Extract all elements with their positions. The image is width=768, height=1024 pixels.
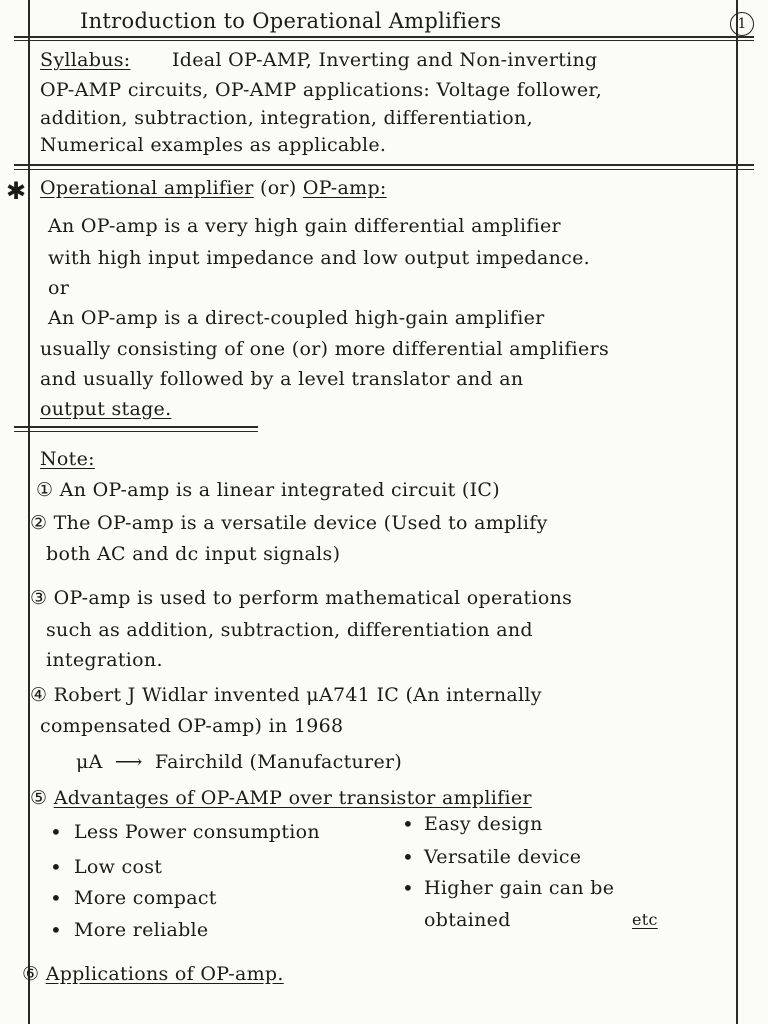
header-divider (14, 36, 754, 38)
syllabus-divider-2 (14, 169, 754, 170)
syllabus-line-2: OP-AMP circuits, OP-AMP applications: Voltage follower, (40, 79, 603, 101)
note-6-num: ⑥ (22, 963, 40, 985)
bullet-icon: • (50, 820, 62, 844)
definition-line-4a: usually consisting of one (40, 338, 286, 360)
arrow-right-icon: ⟶ (115, 751, 143, 773)
definition-or: or (267, 177, 289, 199)
definition-line-2: with high input impedance and low output impedance. (48, 247, 590, 269)
note-6-title: Applications of OP-amp. (45, 963, 284, 985)
note-1: ① An OP-amp is a linear integrated circuit (IC) (36, 479, 500, 501)
definition-line-4: usually consisting of one (or) more differential amplifiers (40, 338, 610, 360)
adv-right-1: Easy design (424, 813, 543, 835)
definition-divider (14, 426, 258, 428)
definition-heading-b: OP-amp: (302, 177, 387, 199)
syllabus-line-4: Numerical examples as applicable. (40, 134, 387, 156)
bullet-icon: • (50, 886, 62, 910)
bullet-icon: • (402, 876, 414, 900)
right-margin-line (736, 0, 738, 1024)
note-3a: ③ OP-amp is used to perform mathematical operations (30, 587, 573, 609)
note-5-title: Advantages of OP-AMP over transistor amplifier (53, 787, 532, 809)
bullet-icon: • (50, 918, 62, 942)
note-4c-right: Fairchild (Manufacturer) (154, 751, 403, 773)
definition-line-6: output stage. (40, 398, 172, 420)
bullet-icon: • (50, 855, 62, 879)
note-6 (22, 962, 284, 986)
adv-right-2: Versatile device (424, 846, 582, 868)
definition-line-3: An OP-amp is a direct-coupled high-gain amplifier (48, 307, 545, 329)
definition-line-5: and usually followed by a level translator and an (40, 368, 524, 390)
star-icon: ✱ (6, 177, 27, 205)
adv-left-3: More compact (74, 887, 217, 909)
page-title: Introduction to Operational Amplifiers (80, 9, 502, 33)
header-divider-2 (14, 40, 754, 41)
note-4c-left: μA (76, 751, 103, 773)
note-2a: ② The OP-amp is a versatile device (Used to amplify (30, 512, 548, 534)
syllabus-line-1: Ideal OP-AMP, Inverting and Non-inverting (172, 49, 598, 71)
note-2b: both AC and dc input signals) (46, 543, 341, 565)
note-4b: compensated OP-amp) in 1968 (40, 715, 344, 737)
note-4a: ④ Robert J Widlar invented μA741 IC (An internally (30, 684, 542, 706)
note-5 (30, 786, 532, 810)
definition-heading: Operational amplifier (or) OP-amp: (40, 177, 387, 199)
page-number: 1 (730, 12, 754, 36)
note-3b: such as addition, subtraction, differentiation and (46, 619, 533, 641)
note-4c (76, 750, 402, 774)
bullet-icon: • (402, 845, 414, 869)
bullet-icon: • (402, 812, 414, 836)
definition-line-4b: more differential amplifiers (334, 338, 610, 360)
syllabus-label: Syllabus: (40, 49, 131, 71)
adv-right-3: Higher gain can be (424, 877, 615, 899)
definition-divider-2 (14, 431, 258, 432)
definition-heading-a: Operational amplifier (40, 177, 254, 199)
adv-left-4: More reliable (74, 919, 209, 941)
notes-label: Note: (40, 448, 95, 470)
note-5-num: ⑤ (30, 787, 48, 809)
definition-or-line: or (48, 277, 70, 299)
syllabus-line-3: addition, subtraction, integration, differentiation, (40, 107, 533, 129)
adv-left-1: Less Power consumption (74, 821, 320, 843)
adv-left-2: Low cost (74, 856, 163, 878)
adv-right-4: obtained (424, 909, 511, 931)
etc-label: etc (632, 910, 658, 929)
note-3c: integration. (46, 649, 163, 671)
definition-line-1: An OP-amp is a very high gain differential amplifier (48, 215, 561, 237)
syllabus-divider (14, 164, 754, 166)
